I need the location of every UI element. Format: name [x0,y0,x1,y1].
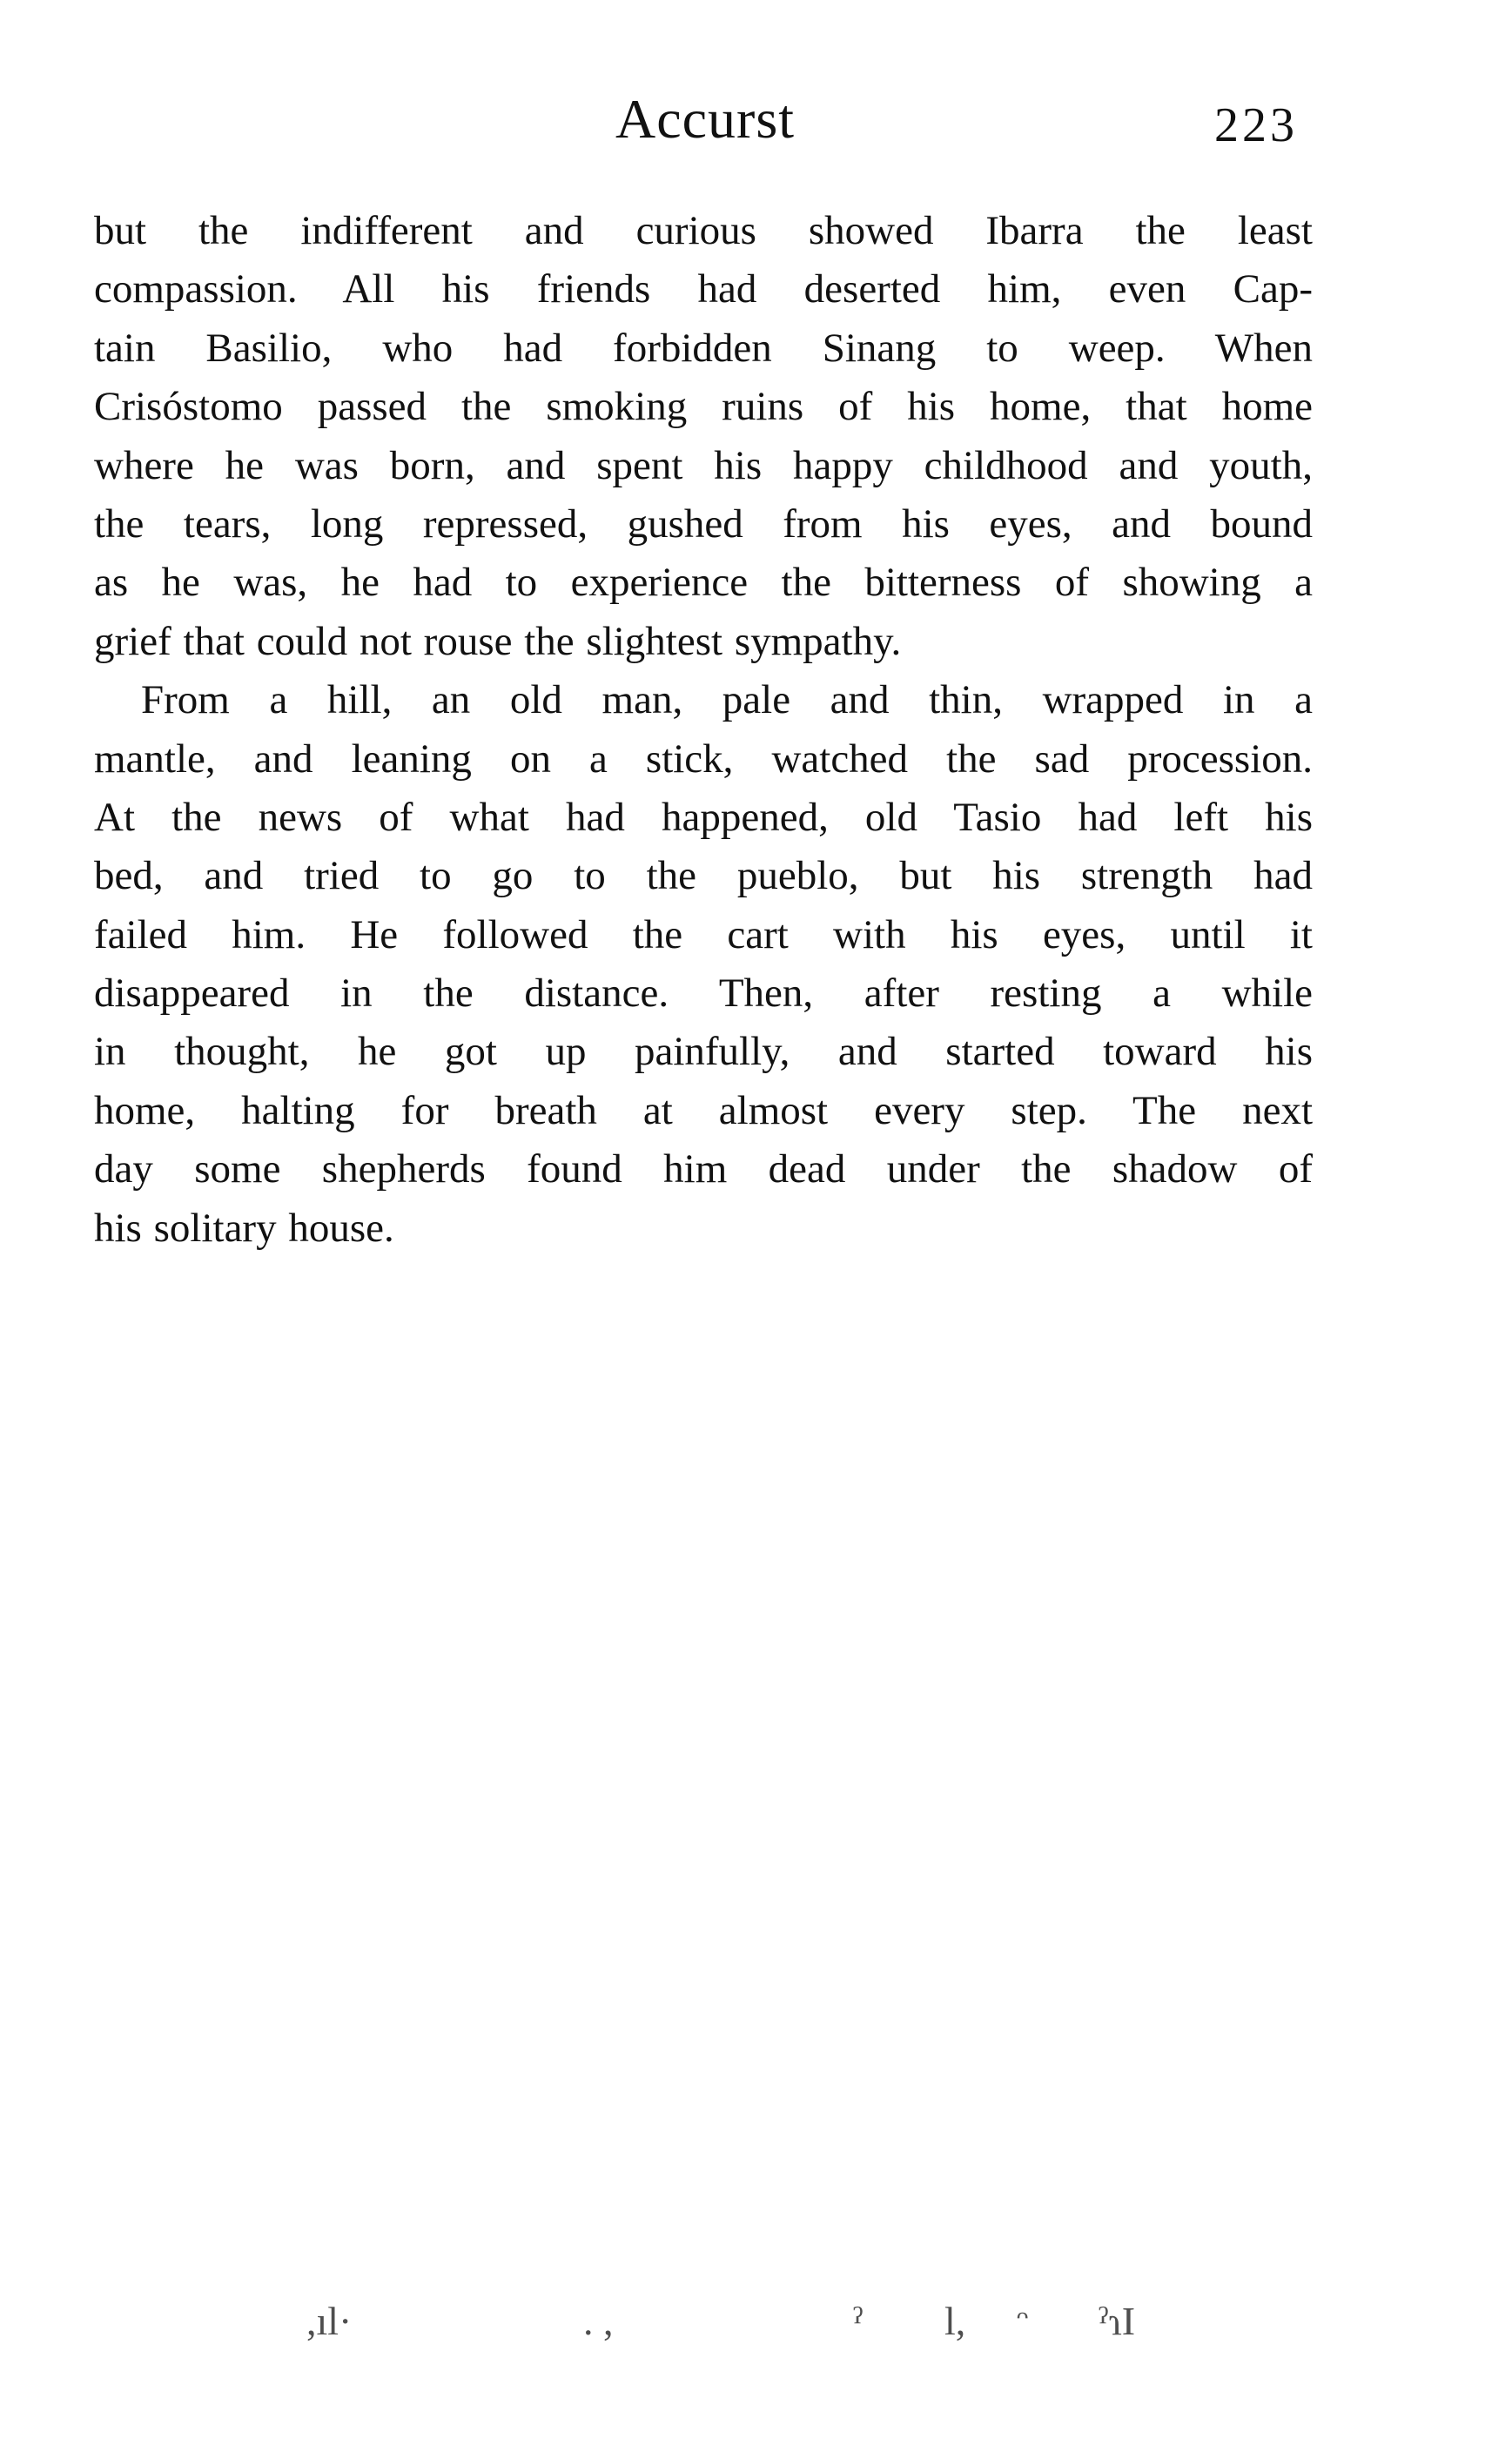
paragraph-2 [94,671,1313,1258]
text-line: his solitary house. [94,1205,394,1251]
text-line: From a hill, an old man, pale and thin, wrapped in a [141,677,1313,723]
scan-mark: . , [583,2299,614,2343]
page-number: 223 [1214,98,1298,152]
body-text [94,202,1313,1258]
text-line: the tears, long repressed, gushed from his eyes, and bound [94,500,1313,547]
text-line: day some shepherds found him dead under the shadow of [94,1146,1313,1192]
text-line: Crisóstomo passed the smoking ruins of his home, that home [94,384,1313,430]
text-line: in thought, he got up painfully, and started toward his [94,1029,1313,1075]
text-line: but the indifferent and curious showed Ibarra the least [94,208,1313,253]
text-line: where he was born, and spent his happy childhood and youth, [94,442,1313,488]
scan-mark: ,ıl· [306,2299,353,2343]
text-line: compassion. All his friends had deserted him, even Cap- [94,266,1313,312]
scan-mark: l, [944,2299,966,2343]
scan-artifacts [0,2298,1512,2350]
scan-mark: ᵔ [1017,2299,1029,2343]
text-line: grief that could not rouse the slightest sympathy. [94,618,902,664]
text-line: At the news of what had happened, old Tasio had left his [94,794,1313,840]
text-line: failed him. He followed the cart with his eyes, until it [94,911,1313,957]
scan-mark: ˀɿI [1099,2299,1136,2343]
chapter-title: Accurst [615,88,796,150]
text-line: as he was, he had to experience the bitterness of showing a [94,560,1313,606]
running-head [0,87,1512,157]
text-line: bed, and tried to go to the pueblo, but his strength had [94,853,1313,899]
text-line: tain Basilio, who had forbidden Sinang to weep. When [94,325,1313,371]
text-line: home, halting for breath at almost every step. The next [94,1087,1313,1133]
text-line: disappeared in the distance. Then, after resting a while [94,971,1313,1017]
paragraph-1 [94,202,1313,671]
scan-mark: ˀ [853,2299,864,2343]
text-line: mantle, and leaning on a stick, watched the sad procession. [94,736,1313,782]
